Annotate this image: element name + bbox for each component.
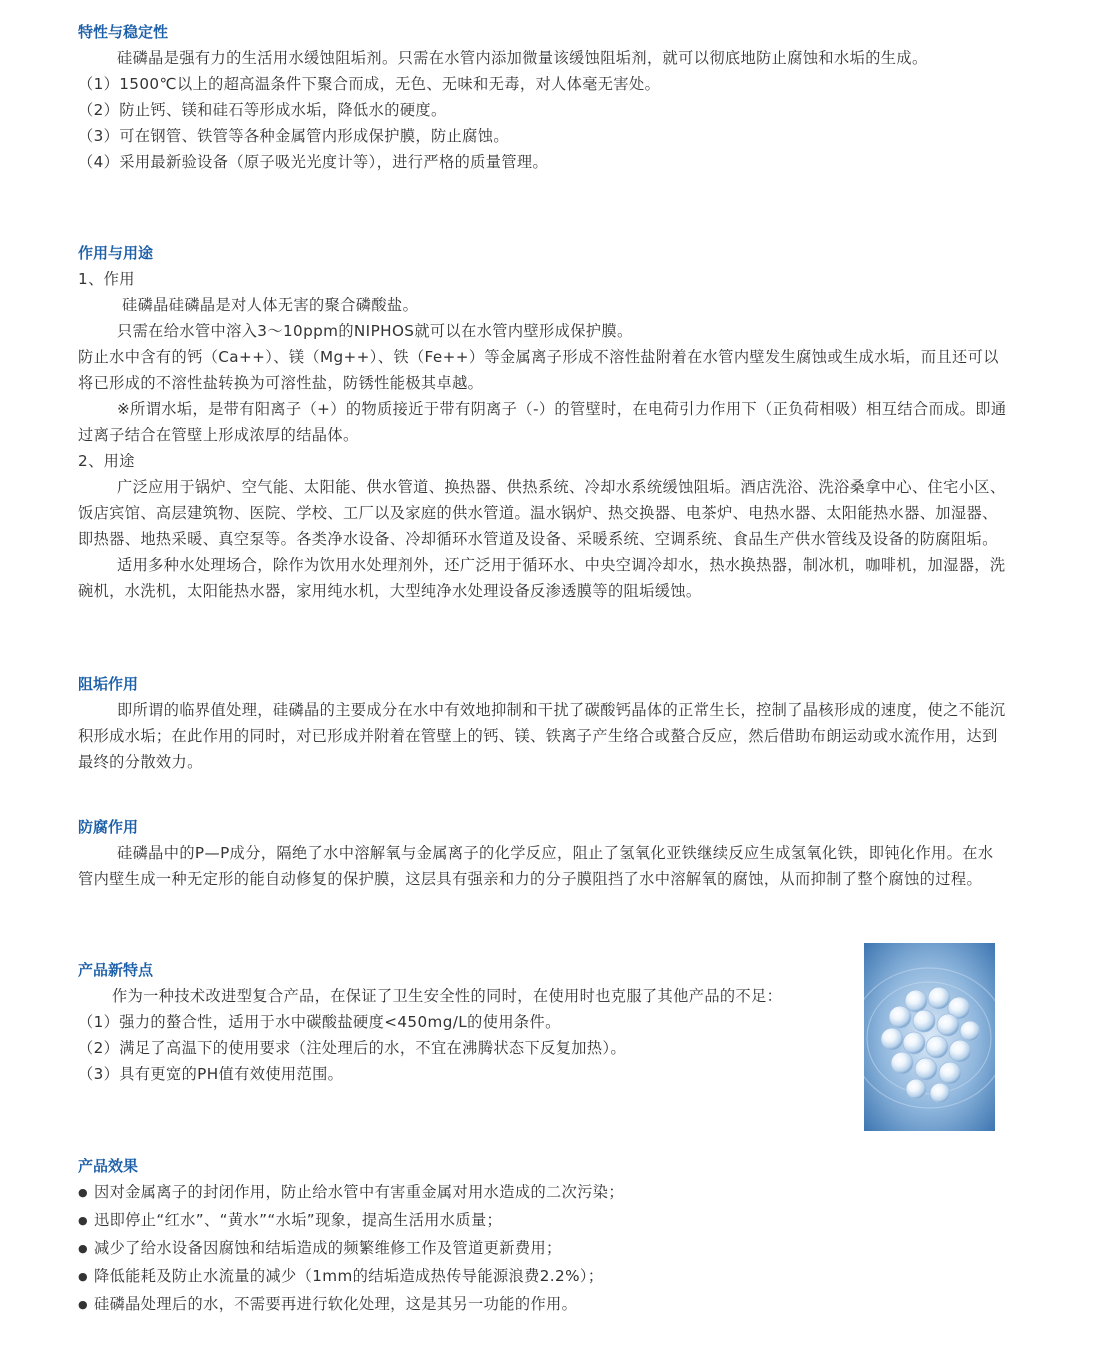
section-title: 作用与用途 xyxy=(78,244,154,262)
section-title: 特性与稳定性 xyxy=(78,23,169,41)
list-item: （2）防止钙、镁和硅石等形成水垢，降低水的硬度。 xyxy=(78,101,447,119)
bullet-item: ● 因对金属离子的封闭作用，防止给水管中有害重金属对用水造成的二次污染； xyxy=(78,1179,624,1207)
list-item: （4）采用最新验设备（原子吸光光度计等），进行严格的质量管理。 xyxy=(78,153,549,171)
paragraph: ※所谓水垢，是带有阳离子（+）的物质接近于带有阴离子（-）的管壁时，在电荷引力作用下（正负荷相吸）相互结合而成。即通过离子结合在管壁上形成浓厚的结晶体。 xyxy=(78,400,1007,444)
section-title: 产品效果 xyxy=(78,1157,139,1175)
bullet-item: ● 减少了给水设备因腐蚀和结垢造成的频繁维修工作及管道更新费用； xyxy=(78,1235,624,1263)
list-item: （1）1500℃以上的超高温条件下聚合而成，无色、无味和无毒，对人体毫无害处。 xyxy=(78,75,661,93)
paragraph: 作为一种技术改进型复合产品，在保证了卫生安全性的同时，在使用时也克服了其他产品的不足： xyxy=(112,987,783,1005)
product-photo xyxy=(864,943,995,1131)
section-effects xyxy=(78,1154,624,1319)
section-title: 产品新特点 xyxy=(78,961,154,979)
crystal-balls-image xyxy=(864,943,995,1131)
section-usage xyxy=(78,241,1008,604)
section-title: 阻垢作用 xyxy=(78,675,139,693)
paragraph: 硅磷晶是强有力的生活用水缓蚀阻垢剂。只需在水管内添加微量该缓蚀阻垢剂，就可以彻底地防止腐蚀和水垢的生成。 xyxy=(117,49,928,67)
list-item: （3）具有更宽的PH值有效使用范围。 xyxy=(78,1065,344,1083)
section-new-features xyxy=(78,958,818,1087)
paragraph: 即所谓的临界值处理，硅磷晶的主要成分在水中有效地抑制和干扰了碳酸钙晶体的正常生长，控制了晶核形成的速度，使之不能沉积形成水垢；在此作用的同时，对已形成并附着在管壁上的钙、镁、铁离子产生络合或螯合反应，然后借助布朗运动或水流作用，达到最终的分散效力。 xyxy=(78,701,1006,771)
paragraph: 硅磷晶硅磷晶是对人体无害的聚合磷酸盐。 xyxy=(122,296,419,314)
section-properties xyxy=(78,20,928,175)
paragraph: 硅磷晶中的P—P成分，隔绝了水中溶解氧与金属离子的化学反应，阻止了氢氧化亚铁继续反应生成氢氧化铁，即钝化作用。在水管内壁生成一种无定形的能自动修复的保护膜，这层具有强亲和力的分子膜阻挡了水中溶解氧的腐蚀，从而抑制了整个腐蚀的过程。 xyxy=(78,844,994,888)
list-item: （1）强力的螯合性，适用于水中碳酸盐硬度<450mg/L的使用条件。 xyxy=(78,1013,561,1031)
bullet-item: ● 降低能耗及防止水流量的减少（1mm的结垢造成热传导能源浪费2.2%）； xyxy=(78,1263,624,1291)
section-title: 防腐作用 xyxy=(78,818,139,836)
section-anticorrosion xyxy=(78,815,1008,892)
paragraph: 只需在给水管中溶入3～10ppm的NIPHOS就可以在水管内壁形成保护膜。 xyxy=(117,322,633,340)
subheading: 1、作用 xyxy=(78,270,135,288)
paragraph: 防止水中含有的钙（Ca++）、镁（Mg++）、铁（Fe++）等金属离子形成不溶性盐附着在水管内壁发生腐蚀或生成水垢，而且还可以将已形成的不溶性盐转换为可溶性盐，防锈性能极其卓越。 xyxy=(78,348,999,392)
list-item: （2）满足了高温下的使用要求（注处理后的水，不宜在沸腾状态下反复加热）。 xyxy=(78,1039,627,1057)
paragraph: 广泛应用于锅炉、空气能、太阳能、供水管道、换热器、供热系统、冷却水系统缓蚀阻垢。酒店洗浴、洗浴桑拿中心、住宅小区、饭店宾馆、高层建筑物、医院、学校、工厂以及家庭的供水管道。温水锅炉、热交换器、电茶炉、电热水器、太阳能热水器、加湿器、即热器、地热采暖、真空泵等。各类净水设备、冷却循环水管道及设备、采暖系统、空调系统、食品生产供水管线及设备的防腐阻垢。 xyxy=(78,478,1006,548)
list-item: （3）可在钢管、铁管等各种金属管内形成保护膜，防止腐蚀。 xyxy=(78,127,509,145)
section-scale-inhibition xyxy=(78,672,1008,775)
subheading: 2、用途 xyxy=(78,452,135,470)
bullet-item: ● 迅即停止“红水”、“黄水”“水垢”现象，提高生活用水质量； xyxy=(78,1207,624,1235)
bullet-item: ● 硅磷晶处理后的水，不需要再进行软化处理，这是其另一功能的作用。 xyxy=(78,1291,624,1319)
paragraph: 适用多种水处理场合，除作为饮用水处理剂外，还广泛用于循环水、中央空调冷却水，热水换热器，制冰机，咖啡机，加湿器，洗碗机，水洗机，太阳能热水器，家用纯水机，大型纯净水处理设备反渗透膜等的阻垢缓蚀。 xyxy=(78,556,1006,600)
